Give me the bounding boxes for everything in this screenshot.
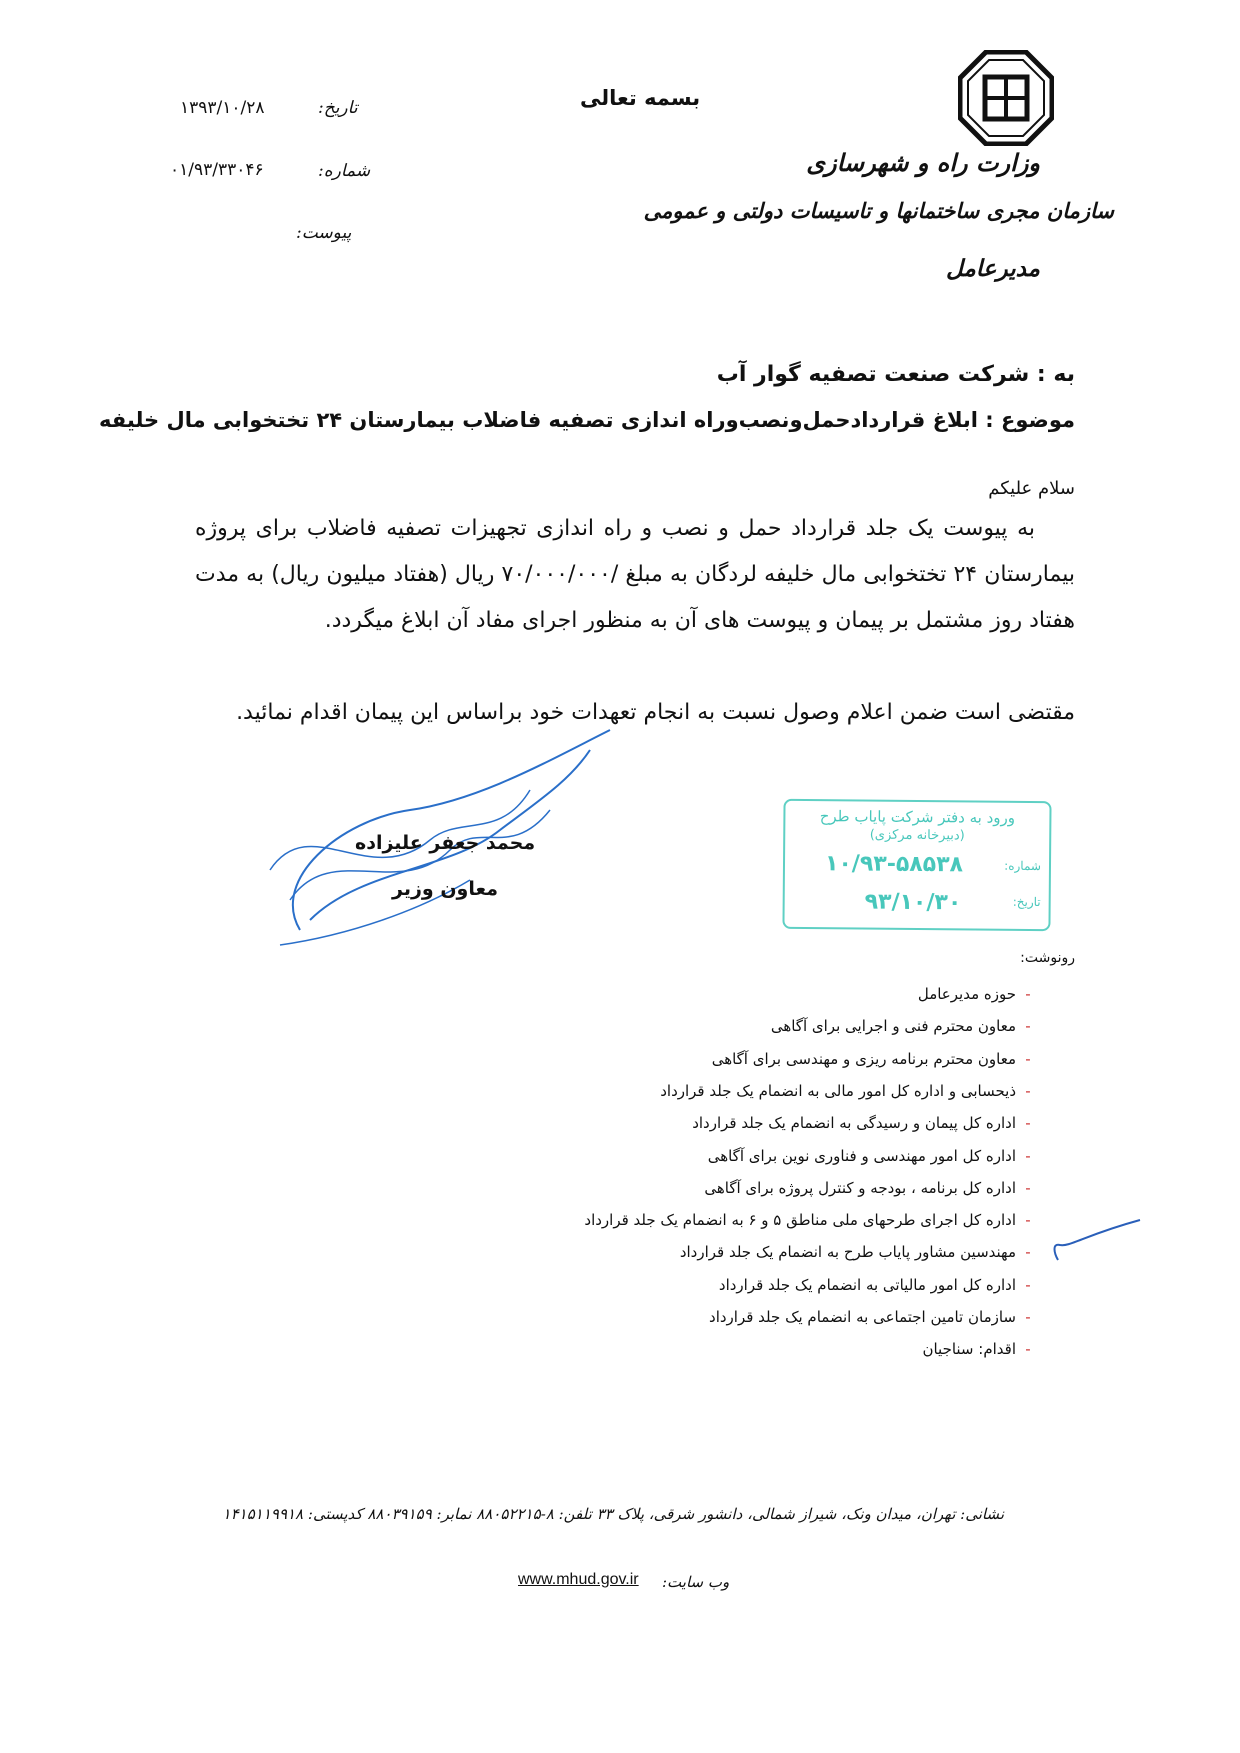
footer-address: نشانی: تهران، میدان ونک، شیراز شمالی، دانشور شرقی، پلاک ۳۳ تلفن: ۸-۸۸۰۵۲۲۱۵ نمابر: ۸۸۰۳۹۱۵۹ کدپستی: ۱۴۱۵۱۱۹۹۱۸ bbox=[222, 1505, 1004, 1523]
greeting: سلام علیکم bbox=[988, 478, 1075, 499]
number-label: شماره: bbox=[318, 161, 371, 181]
stamp-number-label: شماره: bbox=[1004, 858, 1042, 874]
signature-name: محمد جعفر علیزاده bbox=[355, 832, 536, 854]
date-label: تاریخ: bbox=[318, 98, 358, 118]
cc-bullet: - bbox=[1025, 1049, 1031, 1068]
cc-item-text: اقدام: سناجیان bbox=[922, 1340, 1016, 1359]
cc-item-text: حوزه مدیرعامل bbox=[917, 985, 1016, 1003]
cc-item-text: اداره کل اجرای طرحهای ملی مناطق ۵ و ۶ به انضمام یک جلد قرارداد bbox=[584, 1211, 1016, 1230]
recipient-line: به : شرکت صنعت تصفیه گوار آب bbox=[716, 362, 1075, 387]
stamp-line1: ورود به دفتر شرکت پایاب طرح bbox=[819, 807, 1016, 827]
ministry-name: وزارت راه و شهرسازی bbox=[806, 148, 1040, 177]
cc-item bbox=[708, 1140, 1040, 1172]
number-value: ۰۱/۹۳/۳۳۰۴۶ bbox=[170, 160, 264, 180]
cc-item bbox=[922, 1333, 1040, 1365]
cc-bullet: - bbox=[1025, 1017, 1031, 1036]
cc-bullet: - bbox=[1025, 1275, 1031, 1294]
cc-bullet: - bbox=[1025, 985, 1031, 1003]
body-paragraph-1: به پیوست یک جلد قرارداد حمل و نصب و راه اندازی تجهیزات تصفیه فاضلاب برای پروژه بیمارستان ۲۴ تختخوابی مال خلیفه لردگان به مبلغ /۷۰/۰۰۰/۰۰۰ ریال (هفتاد میلیون ریال) به مدت هفتاد روز مشتمل بر پیمان و پیوست های آن به منظور اجرای مفاد آن ابلاغ میگردد. bbox=[195, 516, 1075, 633]
checkmark-icon bbox=[1050, 1215, 1150, 1265]
cc-item bbox=[719, 1269, 1040, 1301]
cc-bullet: - bbox=[1025, 1146, 1031, 1165]
cc-item bbox=[692, 1107, 1040, 1139]
cc-bullet: - bbox=[1025, 1340, 1031, 1359]
cc-item bbox=[584, 1204, 1040, 1236]
cc-item-text: مهندسین مشاور پایاب طرح به انضمام یک جلد قرارداد bbox=[679, 1243, 1016, 1262]
cc-bullet: - bbox=[1025, 1243, 1031, 1262]
cc-item-text: معاون محترم فنی و اجرایی برای آگاهی bbox=[770, 1017, 1016, 1036]
cc-item-text: معاون محترم برنامه ریزی و مهندسی برای آگاهی bbox=[711, 1049, 1016, 1068]
cc-item-text: سازمان تامین اجتماعی به انضمام یک جلد قرارداد bbox=[709, 1308, 1016, 1326]
cc-bullet: - bbox=[1025, 1308, 1031, 1326]
cc-item bbox=[771, 1010, 1040, 1042]
cc-item bbox=[709, 1301, 1040, 1333]
cc-item bbox=[660, 1075, 1040, 1107]
cc-bullet: - bbox=[1025, 1114, 1031, 1133]
cc-item-text: اداره کل امور مهندسی و فناوری نوین برای آگاهی bbox=[707, 1146, 1016, 1165]
ministry-logo bbox=[958, 50, 1054, 146]
cc-item bbox=[704, 1172, 1040, 1204]
stamp-date-value: ۹۳/۱۰/۳۰ bbox=[864, 889, 962, 916]
cc-item bbox=[712, 1043, 1040, 1075]
cc-item-text: اداره کل برنامه ، بودجه و کنترل پروژه برای آگاهی bbox=[704, 1178, 1016, 1197]
cc-bullet: - bbox=[1025, 1211, 1031, 1230]
subject-line: موضوع : ابلاغ قراردادحمل‌ونصب‌وراه اندازی تصفیه فاضلاب بیمارستان ۲۴ تختخوابی مال خلیفه bbox=[99, 408, 1075, 432]
date-value: ۱۳۹۳/۱۰/۲۸ bbox=[180, 98, 265, 118]
footer-website-link[interactable]: www.mhud.gov.ir bbox=[518, 1571, 639, 1588]
cc-item bbox=[918, 978, 1040, 1010]
footer-website-label: وب سایت: bbox=[662, 1573, 730, 1591]
bismillah: بسمه تعالی bbox=[580, 86, 701, 110]
position-title: مدیرعامل bbox=[946, 255, 1040, 282]
cc-item bbox=[680, 1236, 1040, 1268]
stamp-number-value: ۱۰/۹۳-۵۸۵۳۸ bbox=[824, 851, 964, 878]
signature-title: معاون وزیر bbox=[392, 878, 498, 900]
receipt-stamp bbox=[782, 799, 1051, 931]
stamp-date-label: تاریخ: bbox=[1012, 894, 1041, 910]
cc-bullet: - bbox=[1025, 1081, 1031, 1100]
stamp-line2: (دبیرخانه مرکزی) bbox=[869, 827, 965, 844]
attachment-label: پیوست: bbox=[296, 223, 352, 243]
cc-item-text: اداره کل پیمان و رسیدگی به انضمام یک جلد قرارداد bbox=[692, 1114, 1016, 1133]
cc-bullet: - bbox=[1025, 1178, 1031, 1197]
cc-item-text: اداره کل امور مالیاتی به انضمام یک جلد قرارداد bbox=[718, 1275, 1016, 1294]
cc-item-text: ذیحسابی و اداره کل امور مالی به انضمام یک جلد قرارداد bbox=[660, 1081, 1016, 1100]
cc-heading: رونوشت: bbox=[1020, 950, 1075, 966]
body-paragraph-2: مقتضی است ضمن اعلام وصول نسبت به انجام تعهدات خود براساس این پیمان اقدام نمائید. bbox=[236, 700, 1075, 725]
organization-name: سازمان مجری ساختمانها و تاسیسات دولتی و عمومی bbox=[643, 198, 1114, 223]
